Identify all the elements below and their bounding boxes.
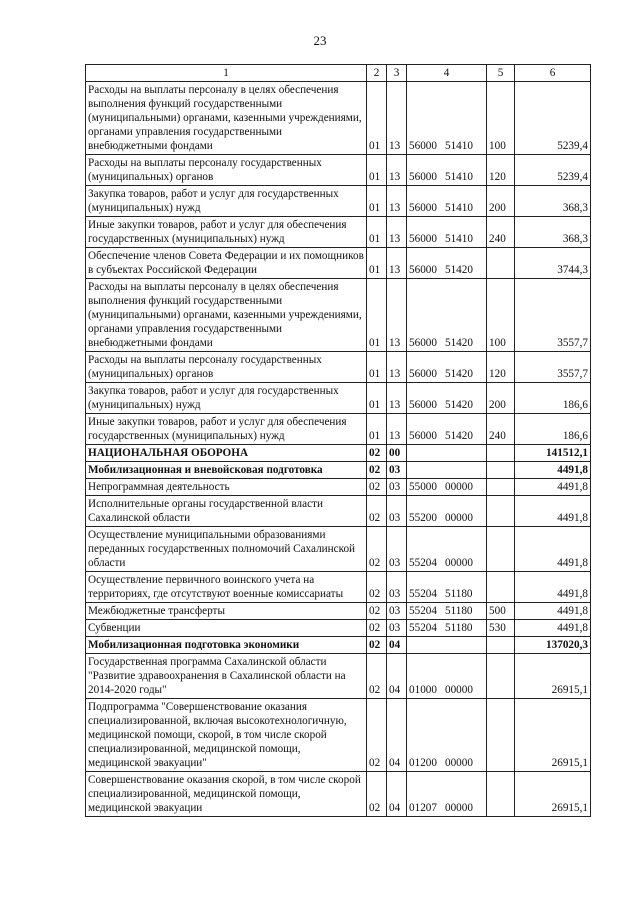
row-subsection-code: 03 [387,496,407,527]
table-row [86,654,591,699]
target-code-part-1: 56000 [409,337,437,349]
row-section-code: 02 [367,527,387,572]
row-subsection-code: 03 [387,527,407,572]
target-code-part-1: 56000 [409,233,437,245]
row-expense-type-code [487,248,515,279]
row-name: Исполнительные органы государственной власти Сахалинской области [86,496,367,527]
row-amount: 4491,8 [515,603,591,620]
row-target-code [407,637,487,654]
row-name: Подпрограмма "Совершенствование оказания специализированной, включая высокотехнологичную, медицинской помощи, скорой, в том числе скорой специализированной, медицинской помощи, медицинской эвакуации" [86,699,367,772]
row-target-code [407,772,487,817]
row-amount: 4491,8 [515,620,591,637]
table-row [86,217,591,248]
row-name: Иные закупки товаров, работ и услуг для обеспечения государственных (муниципальных) нужд [86,217,367,248]
row-name: Расходы на выплаты персоналу в целях обеспечения выполнения функций государственными (муниципальными) органами, казенными учреждениями, органами управления государственными внебюджетными фондами [86,279,367,352]
row-section-code: 02 [367,699,387,772]
row-target-code [407,248,487,279]
row-subsection-code: 13 [387,279,407,352]
row-target-code [407,414,487,445]
row-amount: 5239,4 [515,82,591,155]
row-section-code: 01 [367,414,387,445]
row-name: Государственная программа Сахалинской области "Развитие здравоохранения в Сахалинской области на 2014-2020 годы" [86,654,367,699]
row-section-code: 01 [367,155,387,186]
row-amount: 137020,3 [515,637,591,654]
row-amount: 4491,8 [515,479,591,496]
row-subsection-code: 13 [387,414,407,445]
row-section-code: 02 [367,479,387,496]
row-subsection-code: 13 [387,248,407,279]
row-amount: 4491,8 [515,462,591,479]
row-name: Расходы на выплаты персоналу государственных (муниципальных) органов [86,155,367,186]
row-expense-type-code [487,527,515,572]
row-amount: 186,6 [515,414,591,445]
row-expense-type-code [487,462,515,479]
table-row [86,248,591,279]
row-name: Расходы на выплаты персоналу в целях обеспечения выполнения функций государственными (муниципальными) органами, казенными учреждениями, органами управления государственными внебюджетными фондами [86,82,367,155]
row-section-code: 01 [367,352,387,383]
target-code-part-1: 56000 [409,202,437,214]
row-subsection-code: 04 [387,654,407,699]
table-row [86,445,591,462]
row-name: Осуществление первичного воинского учета на территориях, где отсутствуют военные комиссариаты [86,572,367,603]
row-expense-type-code: 500 [487,603,515,620]
target-code-part-2: 00000 [444,757,473,769]
row-subsection-code: 04 [387,772,407,817]
target-code-part-1: 55204 [409,557,437,569]
row-name: Непрограммная деятельность [86,479,367,496]
row-subsection-code: 13 [387,217,407,248]
row-target-code [407,352,487,383]
row-section-code: 02 [367,572,387,603]
row-subsection-code: 13 [387,155,407,186]
row-name: Межбюджетные трансферты [86,603,367,620]
target-code-part-1: 56000 [409,399,437,411]
row-expense-type-code [487,445,515,462]
row-name: Закупка товаров, работ и услуг для государственных (муниципальных) нужд [86,383,367,414]
row-amount: 4491,8 [515,496,591,527]
row-subsection-code: 04 [387,699,407,772]
row-expense-type-code [487,699,515,772]
row-expense-type-code: 530 [487,620,515,637]
row-section-code: 02 [367,603,387,620]
target-code-part-2: 00000 [444,512,473,524]
row-section-code: 02 [367,462,387,479]
row-expense-type-code: 120 [487,352,515,383]
table-row [86,186,591,217]
table-row [86,772,591,817]
target-code-part-2: 51420 [444,264,473,276]
row-amount: 368,3 [515,217,591,248]
page-number: 23 [313,33,327,48]
row-subsection-code: 13 [387,383,407,414]
row-expense-type-code: 120 [487,155,515,186]
target-code-part-2: 51180 [444,622,473,634]
row-name: Мобилизационная и вневойсковая подготовка [86,462,367,479]
row-amount: 3557,7 [515,352,591,383]
row-name: Совершенствование оказания скорой, в том числе скорой специализированной, медицинской помощи, медицинской эвакуации [86,772,367,817]
target-code-part-2: 51410 [444,171,473,183]
row-section-code: 01 [367,248,387,279]
target-code-part-2: 51410 [444,202,473,214]
header-col-1: 1 [86,65,367,82]
row-expense-type-code [487,496,515,527]
table-header-row [86,65,591,82]
table-row [86,155,591,186]
target-code-part-2: 51410 [444,140,473,152]
row-target-code [407,699,487,772]
table-row [86,383,591,414]
row-subsection-code: 04 [387,637,407,654]
table-row [86,82,591,155]
table-row [86,603,591,620]
row-subsection-code: 00 [387,445,407,462]
target-code-part-1: 56000 [409,430,437,442]
row-target-code [407,462,487,479]
row-subsection-code: 03 [387,572,407,603]
row-name: Закупка товаров, работ и услуг для государственных (муниципальных) нужд [86,186,367,217]
row-amount: 368,3 [515,186,591,217]
row-subsection-code: 13 [387,186,407,217]
target-code-part-1: 56000 [409,368,437,380]
table-row [86,527,591,572]
target-code-part-1: 55204 [409,588,437,600]
row-amount: 3744,3 [515,248,591,279]
row-amount: 26915,1 [515,699,591,772]
row-section-code: 01 [367,279,387,352]
row-expense-type-code: 240 [487,217,515,248]
table-row [86,352,591,383]
row-target-code [407,620,487,637]
row-target-code [407,383,487,414]
header-col-6: 6 [515,65,591,82]
row-target-code [407,186,487,217]
row-section-code: 01 [367,217,387,248]
target-code-part-2: 51410 [444,233,473,245]
budget-table [85,64,591,817]
header-col-3: 3 [387,65,407,82]
table-row [86,479,591,496]
row-section-code: 02 [367,654,387,699]
row-expense-type-code [487,772,515,817]
target-code-part-2: 00000 [444,481,473,493]
target-code-part-1: 55200 [409,512,437,524]
header-col-2: 2 [367,65,387,82]
row-expense-type-code: 240 [487,414,515,445]
row-subsection-code: 03 [387,479,407,496]
target-code-part-1: 55204 [409,605,437,617]
row-name: Иные закупки товаров, работ и услуг для обеспечения государственных (муниципальных) нужд [86,414,367,445]
row-section-code: 01 [367,186,387,217]
target-code-part-1: 01207 [409,802,437,814]
row-expense-type-code: 200 [487,186,515,217]
target-code-part-2: 51180 [444,605,473,617]
target-code-part-2: 51420 [444,430,473,442]
row-subsection-code: 03 [387,620,407,637]
table-row [86,699,591,772]
row-section-code: 02 [367,637,387,654]
row-amount: 5239,4 [515,155,591,186]
target-code-part-1: 01200 [409,757,437,769]
row-subsection-code: 03 [387,603,407,620]
row-target-code [407,603,487,620]
table-row [86,279,591,352]
row-target-code [407,445,487,462]
row-expense-type-code [487,637,515,654]
row-subsection-code: 03 [387,462,407,479]
target-code-part-2: 51180 [444,588,473,600]
table-row [86,414,591,445]
row-amount: 4491,8 [515,527,591,572]
target-code-part-1: 55204 [409,622,437,634]
row-amount: 186,6 [515,383,591,414]
row-name: Расходы на выплаты персоналу государственных (муниципальных) органов [86,352,367,383]
row-expense-type-code: 200 [487,383,515,414]
target-code-part-1: 55000 [409,481,437,493]
row-section-code: 02 [367,620,387,637]
table-row [86,637,591,654]
table-row [86,620,591,637]
header-col-5: 5 [487,65,515,82]
row-section-code: 02 [367,772,387,817]
row-section-code: 01 [367,383,387,414]
target-code-part-2: 51420 [444,399,473,411]
row-expense-type-code [487,654,515,699]
row-amount: 3557,7 [515,279,591,352]
target-code-part-1: 56000 [409,264,437,276]
row-expense-type-code: 100 [487,82,515,155]
row-target-code [407,82,487,155]
target-code-part-1: 56000 [409,171,437,183]
table-row [86,496,591,527]
row-expense-type-code [487,572,515,603]
row-amount: 141512,1 [515,445,591,462]
target-code-part-2: 51420 [444,368,473,380]
row-target-code [407,155,487,186]
target-code-part-2: 00000 [444,802,473,814]
row-amount: 4491,8 [515,572,591,603]
row-amount: 26915,1 [515,772,591,817]
table-row [86,572,591,603]
row-target-code [407,654,487,699]
target-code-part-1: 56000 [409,140,437,152]
row-name: Обеспечение членов Совета Федерации и их помощников в субъектах Российской Федерации [86,248,367,279]
row-section-code: 02 [367,445,387,462]
row-amount: 26915,1 [515,654,591,699]
row-subsection-code: 13 [387,352,407,383]
row-name: Мобилизационная подготовка экономики [86,637,367,654]
row-expense-type-code [487,479,515,496]
target-code-part-2: 00000 [444,557,473,569]
row-target-code [407,572,487,603]
target-code-part-2: 51420 [444,337,473,349]
row-name: Осуществление муниципальными образованиями переданных государственных полномочий Сахалинской области [86,527,367,572]
row-target-code [407,496,487,527]
row-subsection-code: 13 [387,82,407,155]
header-col-4: 4 [407,65,487,82]
row-target-code [407,479,487,496]
row-name: Субвенции [86,620,367,637]
row-section-code: 02 [367,496,387,527]
row-target-code [407,217,487,248]
target-code-part-1: 01000 [409,684,437,696]
row-section-code: 01 [367,82,387,155]
table-row [86,462,591,479]
row-expense-type-code: 100 [487,279,515,352]
row-target-code [407,279,487,352]
row-target-code [407,527,487,572]
target-code-part-2: 00000 [444,684,473,696]
row-name: НАЦИОНАЛЬНАЯ ОБОРОНА [86,445,367,462]
